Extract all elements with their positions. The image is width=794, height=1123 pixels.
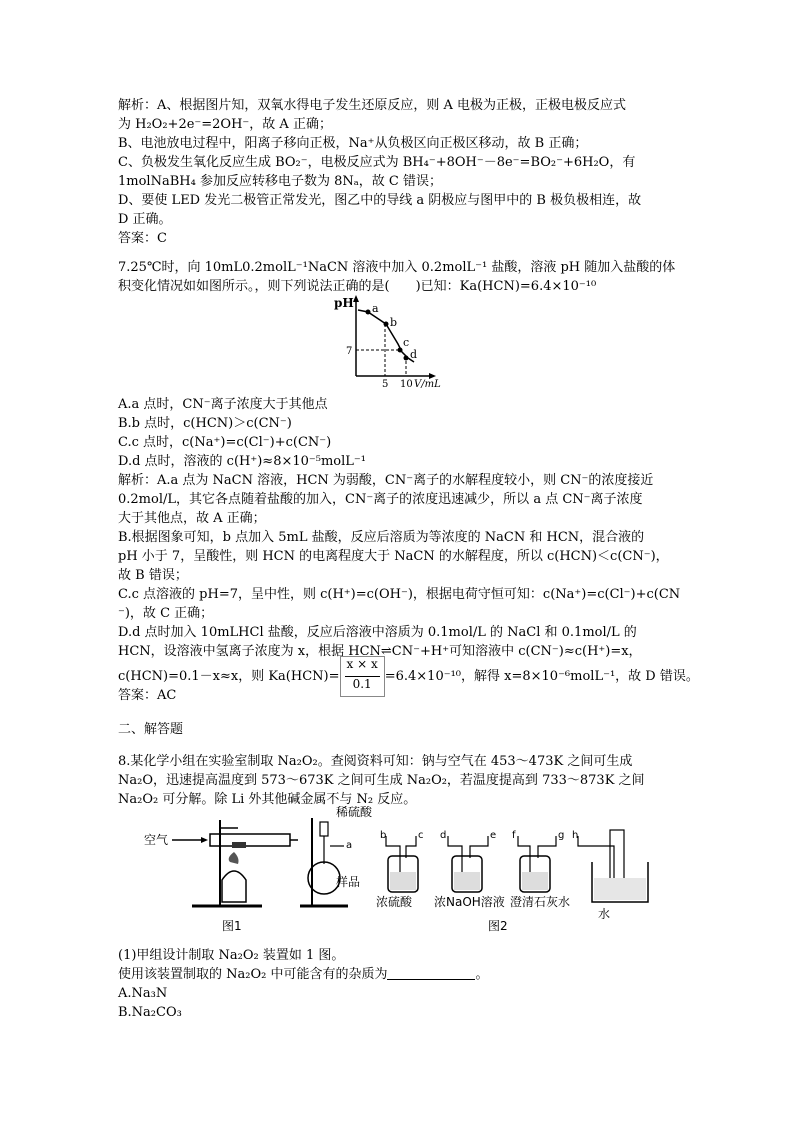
question-7-stem xyxy=(118,258,678,296)
option-d: D.d 点时，溶液的 c(H⁺)≈8×10⁻⁵molL⁻¹ xyxy=(118,454,366,469)
outlet-tube-3 xyxy=(538,836,556,858)
fill-blank-line xyxy=(118,965,678,984)
answer-line: 答案：C xyxy=(118,231,167,246)
text-line: HCN，设溶液中氢离子浓度为 x，根据 HCN⇌CN⁻+H⁺可知溶液中 c(CN⁻)≈c(H⁺)=x， xyxy=(118,644,642,659)
naoh-label: 浓NaOH溶液 xyxy=(434,895,505,909)
option-a: A.Na₃N xyxy=(118,986,168,1001)
x-tick-10: 10 xyxy=(400,379,413,388)
label-d: d xyxy=(410,348,418,361)
trough-water xyxy=(594,878,646,900)
option-a: A.a 点时，CN⁻离子浓度大于其他点 xyxy=(118,397,328,412)
air-arrowhead xyxy=(201,837,208,843)
text-span: 使用该装置制取的 Na₂O₂ 中可能含有的杂质为 xyxy=(118,967,388,982)
option-b: B.b 点时，c(HCN)＞c(CN⁻) xyxy=(118,416,292,431)
sodium-sample xyxy=(232,842,246,848)
y-tick-7: 7 xyxy=(346,346,353,357)
liquid-1 xyxy=(390,872,416,890)
water-label: 水 xyxy=(598,907,611,921)
text-line: C.c 点溶液的 pH=7，呈中性，则 c(H⁺)=c(OH⁻)，根据电荷守恒可知：c(Na⁺)=c(Cl⁻)+c(CN xyxy=(118,587,681,602)
x-axis-label: V/mL xyxy=(414,379,441,388)
sample-label: 样品 xyxy=(336,875,361,889)
text-span: =6.4×10⁻¹⁰，解得 x=8×10⁻⁶molL⁻¹，故 D 错误。 xyxy=(384,669,699,684)
x-tick-5: 5 xyxy=(382,379,389,388)
flame-icon xyxy=(229,852,239,864)
label-c: c xyxy=(403,336,410,349)
liquid-2 xyxy=(454,872,480,890)
port-b: b xyxy=(380,830,387,841)
analysis-block-1 xyxy=(118,96,678,248)
text-line: 1molNaBH₄ 参加反应转移电子数为 8Nₐ，故 C 错误； xyxy=(118,174,442,189)
limewater-label: 澄清石灰水 xyxy=(510,895,571,909)
question-7-body xyxy=(118,395,681,661)
text-line: B、电池放电过程中，阳离子移向正极，Na⁺从负极区向正极区移动，故 B 正确； xyxy=(118,136,588,151)
reaction-tube xyxy=(210,834,290,846)
port-d: d xyxy=(440,830,447,841)
y-axis-label: pH xyxy=(334,296,354,310)
text-line: D.d 点时加入 10mLHCl 盐酸，反应后溶液中溶质为 0.1mol/L 的 NaCl 和 0.1mol/L 的 xyxy=(118,625,637,640)
alcohol-lamp xyxy=(222,871,246,902)
fraction-denominator: 0.1 xyxy=(352,677,372,691)
text-line: 解析：A.a 点为 NaCN 溶液，HCN 为弱酸，CN⁻离子的水解程度较小，则 CN⁻的浓度接近 xyxy=(118,473,654,488)
text-span: 。 xyxy=(475,967,489,982)
liquid-3 xyxy=(522,872,548,890)
text-line: Na₂O，迅速提高温度到 573～673K 之间可生成 Na₂O₂，若温度提高到 733～873K 之间 xyxy=(118,773,645,788)
text-line: ⁻)，故 C 正确； xyxy=(118,606,214,621)
point-a xyxy=(366,310,371,315)
text-line: C、负极发生氧化反应生成 BO₂⁻，电极反应式为 BH₄⁻+8OH⁻－8e⁻=BO₂⁻+6H₂O，有 xyxy=(118,155,636,170)
collection-tube xyxy=(610,830,624,882)
text-line: 为 H₂O₂+2e⁻=2OH⁻，故 A 正确； xyxy=(118,117,332,132)
text-line: 故 B 错误； xyxy=(118,568,188,583)
text-line: pH 小于 7，呈酸性，则 HCN 的电离程度大于 NaCN 的水解程度，所以 c(HCN)＜c(CN⁻)， xyxy=(118,549,669,564)
fraction-numerator: x × x xyxy=(345,657,380,677)
section-title: 二、解答题 xyxy=(118,722,184,737)
text-span: c(HCN)=0.1－x≈x，则 Ka(HCN)= xyxy=(118,669,340,684)
answer-blank[interactable] xyxy=(387,967,475,980)
option-c: C.c 点时，c(Na⁺)=c(Cl⁻)+c(CN⁻) xyxy=(118,435,332,450)
text-line: 7.25℃时，向 10mL0.2molL⁻¹NaCN 溶液中加入 0.2molL⁻¹ 盐酸，溶液 pH 随加入盐酸的体 xyxy=(118,260,676,275)
port-e: e xyxy=(490,830,497,841)
dilute-acid-label: 稀硫酸 xyxy=(336,806,373,819)
text-line: 8.某化学小组在实验室制取 Na₂O₂。查阅资料可知：钠与空气在 453～473K 之间可生成 xyxy=(118,754,633,769)
figure-1-label: 图1 xyxy=(222,919,242,933)
air-label: 空气 xyxy=(144,833,169,847)
question-7-answer xyxy=(118,686,678,705)
port-c: c xyxy=(418,830,424,841)
outlet-tube-2 xyxy=(470,836,488,858)
outlet-tube-1 xyxy=(406,836,416,858)
text-line: 0.2mol/L，其它各点随着盐酸的加入，CN⁻离子的浓度迅速减少，所以 a 点 CN⁻离子浓度 xyxy=(118,492,643,507)
port-a: a xyxy=(346,840,353,851)
figure-2-label: 图2 xyxy=(488,919,508,933)
text-line: 积变化情况如如图所示。，则下列说法正确的是( )已知：Ka(HCN)=6.4×10⁻¹⁰ xyxy=(118,279,597,294)
text-line: 解析：A、根据图片知，双氧水得电子发生还原反应，则 A 电极为正极，正极电极反应式 xyxy=(118,98,627,113)
option-b: B.Na₂CO₃ xyxy=(118,1005,182,1020)
text-line: 大于其他点，故 A 正确； xyxy=(118,511,266,526)
label-b: b xyxy=(390,316,398,329)
port-h: h xyxy=(572,830,579,841)
ka-formula-line xyxy=(118,656,699,691)
question-8-part1 xyxy=(118,946,678,1022)
text-line: B.根据图象可知，b 点加入 5mL 盐酸，反应后溶质为等浓度的 NaCN 和 HCN，混合液的 xyxy=(118,530,645,545)
point-d xyxy=(404,356,409,361)
question-8-stem xyxy=(118,752,678,809)
point-b xyxy=(384,322,389,327)
port-g: g xyxy=(558,830,565,841)
text-line: Na₂O₂ 可分解。除 Li 外其他碱金属不与 N₂ 反应。 xyxy=(118,792,417,807)
apparatus-figure xyxy=(122,806,662,934)
port-f: f xyxy=(512,830,516,841)
text-line: D、要使 LED 发光二极管正常发光，图乙中的导线 a 阴极应与图甲中的 B 极负极相连，故 xyxy=(118,193,642,208)
delivery-tube xyxy=(578,836,614,880)
text-line: D 正确。 xyxy=(118,212,172,227)
dropping-funnel xyxy=(320,822,328,836)
ph-titration-graph xyxy=(332,294,444,388)
section-heading xyxy=(118,720,678,739)
label-a: a xyxy=(372,302,379,315)
conc-acid-label: 浓硫酸 xyxy=(376,895,413,909)
answer-line: 答案：AC xyxy=(118,688,177,703)
text-line: (1)甲组设计制取 Na₂O₂ 装置如 1 图。 xyxy=(118,948,345,963)
point-c xyxy=(398,348,403,353)
y-axis-arrow xyxy=(353,295,359,302)
